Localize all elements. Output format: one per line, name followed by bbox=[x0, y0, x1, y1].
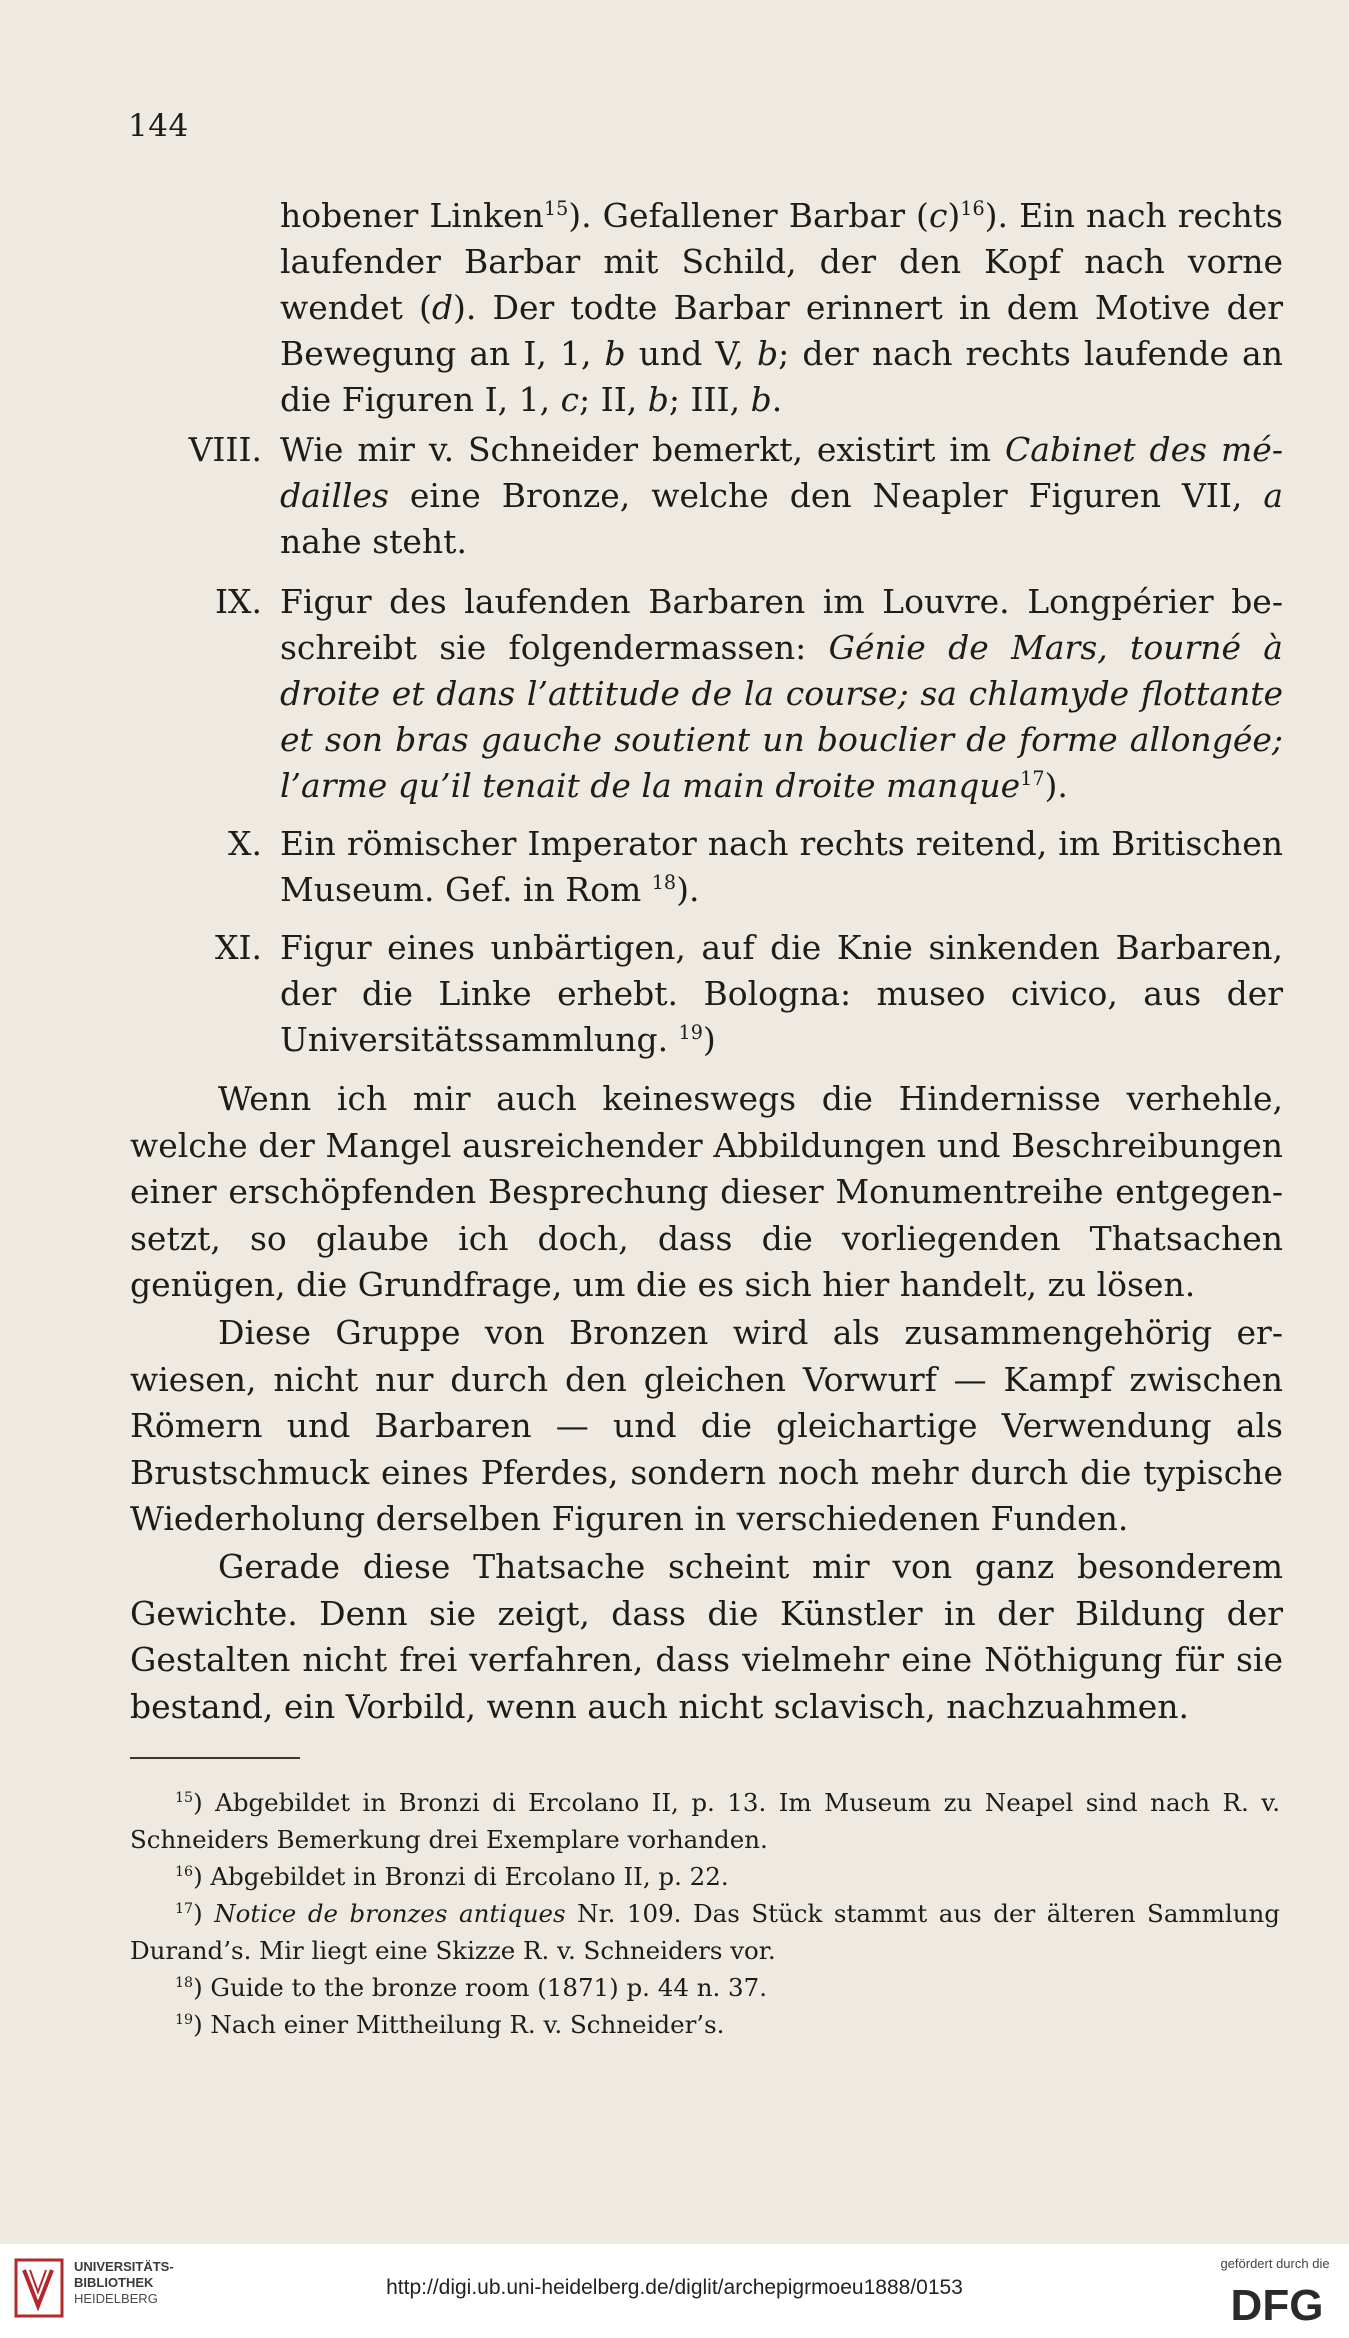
italic-text: b bbox=[647, 380, 669, 419]
entry-numeral: X. bbox=[228, 824, 262, 863]
footnote-separator bbox=[130, 1757, 300, 1759]
permalink-url[interactable]: http://digi.ub.uni-heidelberg.de/diglit/archepigrmoeu1888/0153 bbox=[386, 2276, 963, 2299]
footnote-ref: 19 bbox=[678, 1021, 703, 1044]
footnote-15: $^{15}$) Abgebildet in Bronzi di Ercolano II, p. 13. Im Museum zu Neapel sind nach R. v. Schneiders Bemerkung drei Exemplare vorhanden. bbox=[130, 1788, 1280, 1854]
library-name-line3: HEIDELBERG bbox=[74, 2291, 158, 2306]
digitization-footer bbox=[0, 2244, 1349, 2338]
page-number: 144 bbox=[128, 108, 189, 144]
footnote-ref: 15 bbox=[543, 197, 569, 220]
entry-text: Figur eines unbärtigen, auf die Knie sinkenden Barbaren, der die Linke erhebt. Bologna: museo civico, aus der Universitätssammlung. $^{19}$) bbox=[280, 928, 1283, 1059]
footnote-17: $^{17}$) Notice de bronzes antiques Nr. 109. Das Stück stammt aus der älteren Sammlung Durand’s. Mir liegt eine Skizze R. v. Schneiders vor. bbox=[130, 1899, 1280, 1965]
footnote-ref: 17 bbox=[175, 1900, 194, 1917]
footnote-16: $^{16}$) Abgebildet in Bronzi di Ercolano II, p. 22. bbox=[175, 1862, 729, 1891]
dfg-logo-icon bbox=[1222, 2278, 1332, 2328]
footnote-ref: 15 bbox=[175, 1789, 194, 1806]
body-paragraph: Gerade diese Thatsache scheint mir von ganz besonderem Gewichte. Denn sie zeigt, dass die Künstler in der Bildung der Gestalten nicht frei verfahren, dass vielmehr eine Nöthigung für sie bestand, ein Vorbild, wenn auch nicht sclavisch, nachzuahmen. bbox=[130, 1547, 1283, 1726]
entry-text: Figur des laufenden Barbaren im Louvre. Longpérier beschreibt sie folgendermassen: Génie de Mars, tourné à droite et dans l’attitude de la course; sa chlamyde flottante et son bras gauche soutient un bouclier de forme allongée; l’arme qu’il tenait de la main droite manque$^{17}$). bbox=[280, 582, 1283, 805]
entry-numeral: XI. bbox=[214, 928, 262, 967]
italic-text: Notice de bronzes antiques bbox=[214, 1899, 566, 1928]
italic-text: a bbox=[1263, 476, 1283, 515]
footnote-19: $^{19}$) Nach einer Mittheilung R. v. Schneider’s. bbox=[175, 2010, 725, 2039]
italic-text: Génie de Mars, tourné à droite et dans l’attitude de la course; sa chlamyde flottante et son bras gauche soutient un bouclier de forme allongée; l’arme qu’il tenait de la main droite manque bbox=[280, 628, 1283, 805]
footnote-ref: 18 bbox=[175, 1974, 194, 1991]
italic-text: b bbox=[604, 334, 626, 373]
footnote-ref: 17 bbox=[1020, 767, 1045, 790]
footnote-ref: 16 bbox=[175, 1863, 194, 1880]
footnote-ref: 18 bbox=[651, 871, 677, 894]
footnote-ref: 19 bbox=[175, 2011, 194, 2028]
funding-note: gefördert durch die bbox=[1220, 2256, 1330, 2271]
italic-text: Cabinet des médailles bbox=[280, 430, 1283, 515]
footnote-18: $^{18}$) Guide to the bronze room (1871) p. 44 n. 37. bbox=[175, 1973, 768, 2002]
entry-text: Ein römischer Imperator nach rechts reitend, im Britischen Museum. Gef. in Rom $^{18}$). bbox=[280, 824, 1283, 909]
entry-text: hobener Linken$^{15}$). Gefallener Barbar $(c)^{16}$). Ein nach rechts laufender Barbar mit Schild, der den Kopf nach vorne wendet (d). Der todte Barbar erinnert in dem Motive der Bewegung an I, 1, b und V, b; der nach rechts laufende an die Figuren I, 1, c; II, b; III, b. bbox=[280, 196, 1283, 419]
entry-text: Wie mir v. Schneider bemerkt, existirt im Cabinet des médailles eine Bronze, welche den Neapler Figuren VII, a nahe steht. bbox=[280, 430, 1283, 561]
italic-text: b bbox=[750, 380, 772, 419]
footnote-ref: 16 bbox=[960, 197, 985, 220]
italic-text: d bbox=[431, 288, 454, 327]
dfg-logo-text: DFG bbox=[1230, 2281, 1324, 2328]
entry-numeral: VIII. bbox=[188, 430, 262, 469]
entry-numeral: IX. bbox=[214, 582, 262, 621]
italic-text: c bbox=[560, 380, 580, 419]
italic-text: b bbox=[757, 334, 779, 373]
italic-text: c bbox=[928, 196, 948, 235]
library-name-line1: UNIVERSITÄTS- bbox=[74, 2259, 174, 2274]
body-paragraph: Wenn ich mir auch keineswegs die Hindernisse verhehle, welche der Mangel ausreichender Abbildungen und Beschreibungen einer erschöpfenden Besprechung dieser Monumentreihe entgegensetzt, so glaube ich doch, dass die vorliegenden Thatsachen genügen, die Grundfrage, um die es sich hier handelt, zu lösen. bbox=[130, 1079, 1283, 1304]
library-name-line2: BIBLIOTHEK bbox=[74, 2275, 154, 2290]
body-paragraph: Diese Gruppe von Bronzen wird als zusammengehörig erwiesen, nicht nur durch den gleichen Vorwurf — Kampf zwischen Römern und Barbaren — und die gleichartige Verwendung als Brustschmuck eines Pferdes, sondern noch mehr durch die typische Wiederholung derselben Figuren in verschiedenen Funden. bbox=[130, 1313, 1283, 1538]
